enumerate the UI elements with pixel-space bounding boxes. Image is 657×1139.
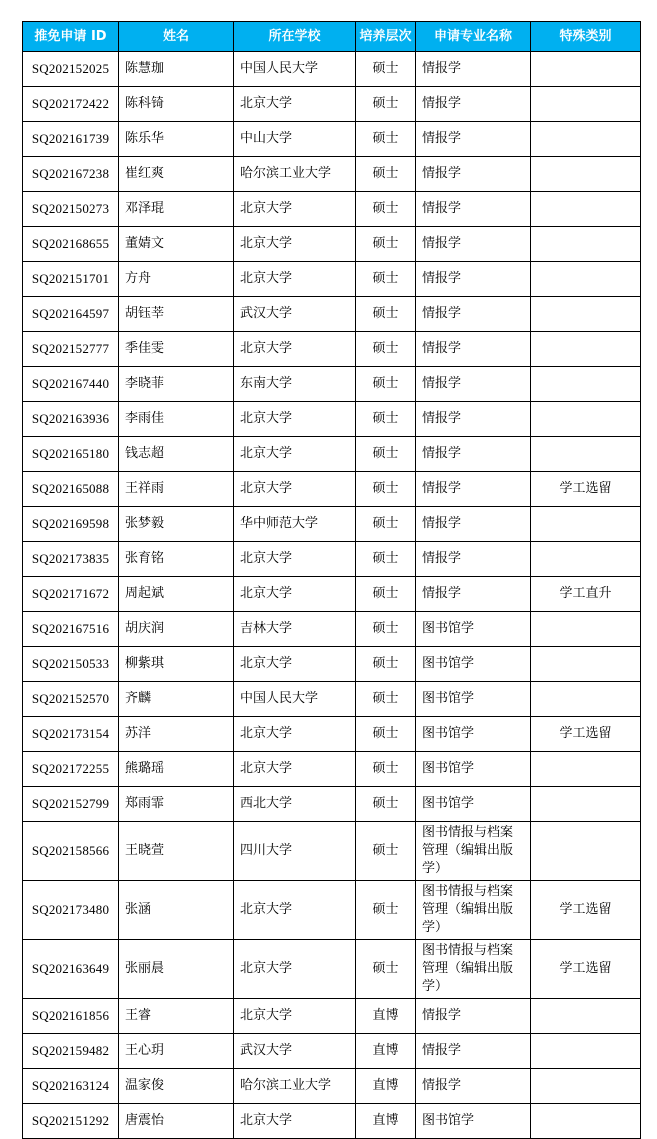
cell-major: 情报学: [416, 262, 531, 297]
cell-special: 学工选留: [531, 881, 641, 940]
cell-name: 周起斌: [119, 577, 234, 612]
cell-major: 图书馆学: [416, 717, 531, 752]
cell-name: 苏洋: [119, 717, 234, 752]
table-row: [23, 577, 641, 612]
cell-school: 北京大学: [234, 577, 356, 612]
cell-level: 硕士: [356, 542, 416, 577]
cell-level: 硕士: [356, 297, 416, 332]
table-row: [23, 940, 641, 999]
cell-school: 华中师范大学: [234, 507, 356, 542]
cell-level: 硕士: [356, 577, 416, 612]
cell-special: [531, 87, 641, 122]
cell-major: 情报学: [416, 999, 531, 1034]
cell-major: 图书馆学: [416, 787, 531, 822]
table-row: [23, 52, 641, 87]
cell-special: [531, 752, 641, 787]
cell-level: 硕士: [356, 752, 416, 787]
table-row: [23, 367, 641, 402]
cell-major: 情报学: [416, 1069, 531, 1104]
cell-name: 郑雨霏: [119, 787, 234, 822]
table-row: [23, 682, 641, 717]
cell-level: 硕士: [356, 717, 416, 752]
cell-id: SQ202152025: [23, 52, 119, 87]
cell-id: SQ202168655: [23, 227, 119, 262]
cell-id: SQ202173154: [23, 717, 119, 752]
cell-major: 情报学: [416, 227, 531, 262]
cell-school: 中国人民大学: [234, 52, 356, 87]
cell-name: 邓泽琨: [119, 192, 234, 227]
cell-special: [531, 612, 641, 647]
cell-id: SQ202172422: [23, 87, 119, 122]
cell-major: 图书馆学: [416, 1104, 531, 1139]
cell-major: 情报学: [416, 507, 531, 542]
cell-level: 硕士: [356, 367, 416, 402]
cell-id: SQ202158566: [23, 822, 119, 881]
table-row: [23, 542, 641, 577]
cell-name: 胡庆润: [119, 612, 234, 647]
cell-id: SQ202163936: [23, 402, 119, 437]
applicant-table: [22, 21, 641, 1139]
cell-name: 李晓菲: [119, 367, 234, 402]
cell-id: SQ202151701: [23, 262, 119, 297]
cell-school: 哈尔滨工业大学: [234, 1069, 356, 1104]
cell-special: [531, 52, 641, 87]
cell-level: 硕士: [356, 881, 416, 940]
cell-special: [531, 122, 641, 157]
cell-special: [531, 227, 641, 262]
table-row: [23, 192, 641, 227]
cell-level: 直博: [356, 999, 416, 1034]
cell-special: 学工选留: [531, 472, 641, 507]
cell-special: 学工选留: [531, 717, 641, 752]
table-body: [23, 52, 641, 1139]
cell-id: SQ202165088: [23, 472, 119, 507]
cell-special: [531, 1069, 641, 1104]
cell-special: [531, 999, 641, 1034]
cell-id: SQ202150273: [23, 192, 119, 227]
table-row: [23, 647, 641, 682]
table-row: [23, 157, 641, 192]
cell-school: 北京大学: [234, 999, 356, 1034]
table-row: [23, 752, 641, 787]
cell-name: 王睿: [119, 999, 234, 1034]
cell-id: SQ202163649: [23, 940, 119, 999]
cell-name: 季佳雯: [119, 332, 234, 367]
cell-special: [531, 1104, 641, 1139]
cell-school: 北京大学: [234, 472, 356, 507]
table-row: [23, 1069, 641, 1104]
cell-id: SQ202167440: [23, 367, 119, 402]
cell-id: SQ202173480: [23, 881, 119, 940]
cell-name: 崔红爽: [119, 157, 234, 192]
cell-special: [531, 682, 641, 717]
table-row: [23, 332, 641, 367]
cell-id: SQ202161856: [23, 999, 119, 1034]
cell-id: SQ202167516: [23, 612, 119, 647]
cell-school: 北京大学: [234, 332, 356, 367]
cell-major: 图书馆学: [416, 682, 531, 717]
cell-name: 李雨佳: [119, 402, 234, 437]
header-school: 所在学校: [234, 22, 356, 52]
cell-special: [531, 1034, 641, 1069]
cell-id: SQ202152570: [23, 682, 119, 717]
cell-name: 熊璐瑶: [119, 752, 234, 787]
cell-name: 张育铭: [119, 542, 234, 577]
cell-school: 西北大学: [234, 787, 356, 822]
cell-school: 四川大学: [234, 822, 356, 881]
cell-level: 硕士: [356, 787, 416, 822]
header-name: 姓名: [119, 22, 234, 52]
cell-major: 图书情报与档案管理（编辑出版学）: [416, 822, 531, 881]
cell-level: 硕士: [356, 192, 416, 227]
cell-name: 王心玥: [119, 1034, 234, 1069]
cell-major: 情报学: [416, 52, 531, 87]
cell-level: 直博: [356, 1034, 416, 1069]
table-row: [23, 227, 641, 262]
cell-name: 王祥雨: [119, 472, 234, 507]
cell-level: 硕士: [356, 262, 416, 297]
cell-school: 北京大学: [234, 647, 356, 682]
cell-id: SQ202161739: [23, 122, 119, 157]
cell-level: 直博: [356, 1069, 416, 1104]
table-row: [23, 822, 641, 881]
cell-special: [531, 437, 641, 472]
table-row: [23, 1104, 641, 1139]
cell-id: SQ202164597: [23, 297, 119, 332]
table-row: [23, 402, 641, 437]
cell-level: 硕士: [356, 472, 416, 507]
cell-special: [531, 507, 641, 542]
cell-name: 陈乐华: [119, 122, 234, 157]
cell-level: 硕士: [356, 507, 416, 542]
header-special: 特殊类别: [531, 22, 641, 52]
cell-school: 中国人民大学: [234, 682, 356, 717]
cell-school: 北京大学: [234, 437, 356, 472]
cell-level: 硕士: [356, 227, 416, 262]
cell-major: 情报学: [416, 157, 531, 192]
cell-major: 图书馆学: [416, 647, 531, 682]
cell-name: 钱志超: [119, 437, 234, 472]
cell-major: 情报学: [416, 1034, 531, 1069]
cell-major: 情报学: [416, 332, 531, 367]
cell-school: 北京大学: [234, 1104, 356, 1139]
cell-id: SQ202151292: [23, 1104, 119, 1139]
table-row: [23, 472, 641, 507]
cell-major: 图书情报与档案管理（编辑出版学）: [416, 881, 531, 940]
cell-id: SQ202163124: [23, 1069, 119, 1104]
cell-name: 陈慧珈: [119, 52, 234, 87]
table-row: [23, 787, 641, 822]
table-row: [23, 999, 641, 1034]
table-row: [23, 297, 641, 332]
cell-major: 情报学: [416, 437, 531, 472]
cell-name: 柳紫琪: [119, 647, 234, 682]
cell-name: 唐震怡: [119, 1104, 234, 1139]
cell-id: SQ202152799: [23, 787, 119, 822]
table-row: [23, 437, 641, 472]
table-row: [23, 881, 641, 940]
cell-major: 情报学: [416, 297, 531, 332]
cell-level: 硕士: [356, 402, 416, 437]
cell-special: 学工选留: [531, 940, 641, 999]
table-row: [23, 1034, 641, 1069]
cell-level: 硕士: [356, 332, 416, 367]
cell-id: SQ202171672: [23, 577, 119, 612]
cell-major: 情报学: [416, 402, 531, 437]
cell-name: 张涵: [119, 881, 234, 940]
cell-name: 董婧文: [119, 227, 234, 262]
cell-name: 胡钰莘: [119, 297, 234, 332]
cell-id: SQ202169598: [23, 507, 119, 542]
cell-special: [531, 262, 641, 297]
cell-id: SQ202173835: [23, 542, 119, 577]
cell-special: [531, 297, 641, 332]
cell-major: 情报学: [416, 192, 531, 227]
cell-school: 北京大学: [234, 542, 356, 577]
cell-special: [531, 367, 641, 402]
cell-level: 硕士: [356, 612, 416, 647]
table-row: [23, 717, 641, 752]
cell-school: 东南大学: [234, 367, 356, 402]
cell-major: 情报学: [416, 87, 531, 122]
cell-level: 硕士: [356, 647, 416, 682]
cell-school: 北京大学: [234, 881, 356, 940]
table-row: [23, 262, 641, 297]
cell-special: [531, 192, 641, 227]
cell-major: 图书情报与档案管理（编辑出版学）: [416, 940, 531, 999]
cell-special: 学工直升: [531, 577, 641, 612]
cell-id: SQ202159482: [23, 1034, 119, 1069]
cell-major: 图书馆学: [416, 752, 531, 787]
cell-major: 情报学: [416, 367, 531, 402]
cell-special: [531, 822, 641, 881]
table-header-row: [23, 22, 641, 52]
cell-major: 情报学: [416, 122, 531, 157]
cell-name: 王晓萱: [119, 822, 234, 881]
cell-level: 硕士: [356, 122, 416, 157]
cell-name: 温家俊: [119, 1069, 234, 1104]
cell-school: 北京大学: [234, 717, 356, 752]
cell-school: 北京大学: [234, 227, 356, 262]
table-row: [23, 612, 641, 647]
cell-name: 张梦毅: [119, 507, 234, 542]
cell-level: 硕士: [356, 940, 416, 999]
cell-level: 硕士: [356, 87, 416, 122]
cell-school: 北京大学: [234, 192, 356, 227]
cell-special: [531, 787, 641, 822]
cell-school: 北京大学: [234, 940, 356, 999]
cell-name: 齐麟: [119, 682, 234, 717]
cell-school: 吉林大学: [234, 612, 356, 647]
cell-school: 武汉大学: [234, 1034, 356, 1069]
cell-level: 硕士: [356, 157, 416, 192]
cell-major: 情报学: [416, 542, 531, 577]
cell-level: 直博: [356, 1104, 416, 1139]
cell-school: 北京大学: [234, 752, 356, 787]
header-level: 培养层次: [356, 22, 416, 52]
header-application-id: 推免申请 ID: [23, 22, 119, 52]
cell-school: 中山大学: [234, 122, 356, 157]
cell-level: 硕士: [356, 822, 416, 881]
cell-id: SQ202165180: [23, 437, 119, 472]
cell-id: SQ202172255: [23, 752, 119, 787]
cell-special: [531, 157, 641, 192]
cell-major: 图书馆学: [416, 612, 531, 647]
header-major: 申请专业名称: [416, 22, 531, 52]
table-row: [23, 87, 641, 122]
cell-special: [531, 402, 641, 437]
cell-school: 武汉大学: [234, 297, 356, 332]
cell-school: 北京大学: [234, 87, 356, 122]
table-row: [23, 507, 641, 542]
cell-level: 硕士: [356, 437, 416, 472]
cell-name: 陈科锜: [119, 87, 234, 122]
cell-special: [531, 542, 641, 577]
cell-special: [531, 647, 641, 682]
cell-special: [531, 332, 641, 367]
cell-id: SQ202150533: [23, 647, 119, 682]
cell-id: SQ202152777: [23, 332, 119, 367]
cell-name: 方舟: [119, 262, 234, 297]
cell-level: 硕士: [356, 52, 416, 87]
table-row: [23, 122, 641, 157]
cell-major: 情报学: [416, 577, 531, 612]
cell-school: 北京大学: [234, 262, 356, 297]
cell-name: 张丽晨: [119, 940, 234, 999]
cell-major: 情报学: [416, 472, 531, 507]
cell-school: 北京大学: [234, 402, 356, 437]
cell-id: SQ202167238: [23, 157, 119, 192]
cell-school: 哈尔滨工业大学: [234, 157, 356, 192]
cell-level: 硕士: [356, 682, 416, 717]
